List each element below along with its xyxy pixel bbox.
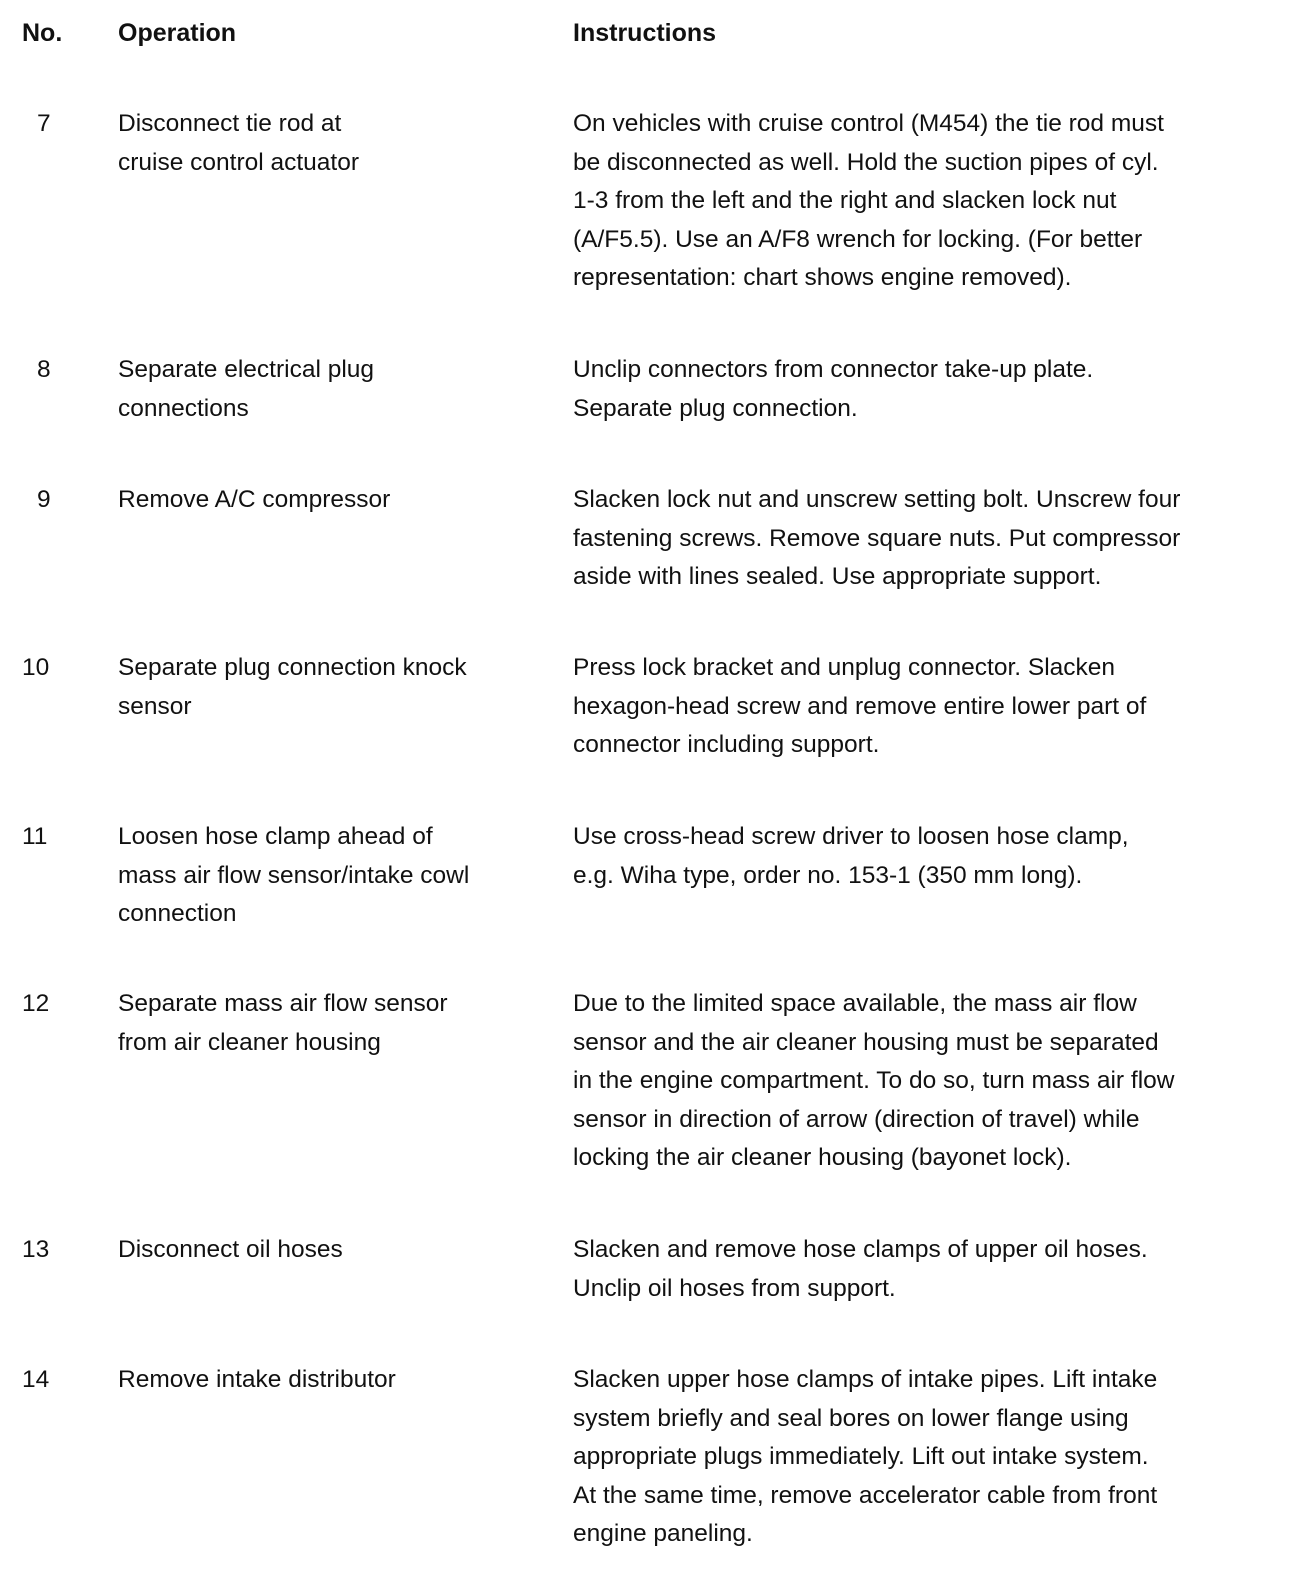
instructions-line: sensor in direction of arrow (direction of travel) while: [573, 1105, 1140, 1133]
instructions-line: in the engine compartment. To do so, turn mass air flow: [573, 1067, 1175, 1095]
instructions-line: system briefly and seal bores on lower flange using: [573, 1404, 1129, 1432]
operation-line: Separate electrical plug: [118, 356, 375, 383]
operation-line: Separate plug connection knock: [118, 654, 467, 681]
instructions-line: e.g. Wiha type, order no. 153-1 (350 mm long).: [573, 861, 1083, 889]
instructions-cell: [573, 1361, 1283, 1554]
operation-line: cruise control actuator: [118, 148, 360, 176]
instructions-cell: [573, 481, 1283, 597]
instructions-line: fastening screws. Remove square nuts. Put compressor: [573, 524, 1181, 552]
operation-cell: [118, 481, 538, 520]
operation-line: Loosen hose clamp ahead of: [118, 823, 433, 850]
instructions-cell: [573, 818, 1283, 895]
instructions-line: Use cross-head screw driver to loosen hose clamp,: [573, 823, 1129, 850]
instructions-line: 1-3 from the left and the right and slacken lock nut: [573, 187, 1117, 215]
operation-cell: [118, 1231, 538, 1270]
operation-cell: [118, 649, 538, 726]
instructions-line: representation: chart shows engine removed).: [573, 264, 1072, 292]
instructions-line: Slacken and remove hose clamps of upper oil hoses.: [573, 1236, 1148, 1263]
operation-line: Disconnect oil hoses: [118, 1236, 343, 1263]
row-number: 11: [22, 823, 48, 850]
instructions-line: Slacken lock nut and unscrew setting bolt. Unscrew four: [573, 486, 1181, 513]
operation-line: Separate mass air flow sensor: [118, 990, 448, 1017]
row-number: 12: [22, 990, 50, 1017]
operation-line: connection: [118, 900, 237, 928]
row-number: 14: [22, 1366, 50, 1393]
instructions-line: Unclip connectors from connector take-up plate.: [573, 356, 1094, 383]
header-operation: Operation: [118, 19, 237, 47]
instructions-line: appropriate plugs immediately. Lift out intake system.: [573, 1443, 1149, 1471]
instructions-line: connector including support.: [573, 731, 880, 759]
instructions-line: Unclip oil hoses from support.: [573, 1274, 896, 1302]
row-number: 7: [37, 110, 51, 137]
instructions-cell: [573, 985, 1283, 1178]
operation-line: sensor: [118, 692, 192, 720]
instructions-line: locking the air cleaner housing (bayonet lock).: [573, 1144, 1072, 1172]
operation-cell: [118, 818, 538, 934]
instructions-cell: [573, 1231, 1283, 1308]
operation-line: Remove A/C compressor: [118, 486, 391, 513]
row-number: 10: [22, 654, 50, 681]
operation-line: Disconnect tie rod at: [118, 110, 342, 137]
instructions-cell: [573, 351, 1283, 428]
instructions-cell: [573, 649, 1283, 765]
instructions-line: Due to the limited space available, the mass air flow: [573, 990, 1137, 1017]
operation-cell: [118, 351, 538, 428]
instructions-line: be disconnected as well. Hold the suction pipes of cyl.: [573, 148, 1159, 176]
instructions-line: Slacken upper hose clamps of intake pipes. Lift intake: [573, 1366, 1158, 1393]
instructions-line: engine paneling.: [573, 1520, 753, 1548]
instructions-line: Press lock bracket and unplug connector. Slacken: [573, 654, 1116, 681]
instructions-line: On vehicles with cruise control (M454) the tie rod must: [573, 110, 1164, 137]
header-instructions: Instructions: [573, 19, 717, 47]
operation-cell: [118, 985, 538, 1062]
instructions-line: aside with lines sealed. Use appropriate support.: [573, 563, 1102, 591]
operation-line: mass air flow sensor/intake cowl: [118, 861, 470, 889]
operation-cell: [118, 1361, 538, 1400]
instructions-line: sensor and the air cleaner housing must be separated: [573, 1028, 1159, 1056]
operation-line: from air cleaner housing: [118, 1028, 381, 1056]
instructions-line: (A/F5.5). Use an A/F8 wrench for locking. (For better: [573, 225, 1143, 253]
row-number: 8: [37, 356, 51, 383]
instructions-line: At the same time, remove accelerator cable from front: [573, 1481, 1158, 1509]
operation-line: connections: [118, 394, 249, 422]
instructions-line: Separate plug connection.: [573, 394, 858, 422]
row-number: 13: [22, 1236, 50, 1263]
header-no: No.: [22, 19, 63, 47]
operation-cell: [118, 105, 538, 182]
instructions-line: hexagon-head screw and remove entire lower part of: [573, 692, 1147, 720]
instructions-cell: [573, 105, 1283, 298]
operation-line: Remove intake distributor: [118, 1366, 396, 1393]
row-number: 9: [37, 486, 51, 513]
